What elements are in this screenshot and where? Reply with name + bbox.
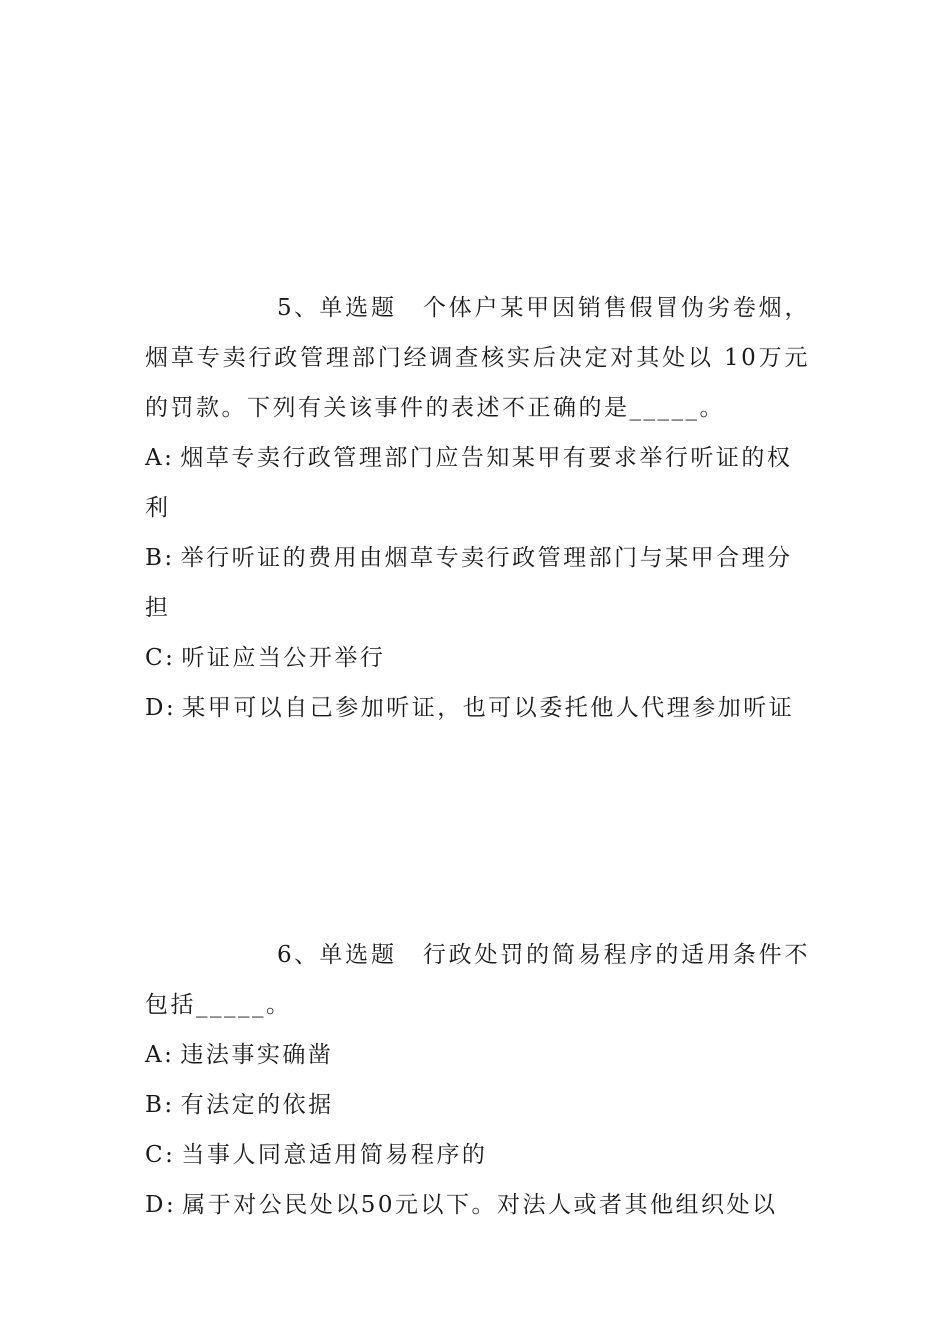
option-d	[145, 1180, 810, 1230]
option-text: 举行听证的费用由烟草专卖行政管理部门与某甲合理分担	[145, 545, 793, 621]
option-text: 违法事实确凿	[180, 1042, 334, 1068]
option-text: 烟草专卖行政管理部门应告知某甲有要求举行听证的权利	[145, 445, 793, 521]
option-b	[145, 1080, 810, 1130]
question-stem	[145, 930, 810, 1030]
question-text: 行政处罚的简易程序的适用条件不包括_____。	[145, 942, 811, 1018]
option-letter: D:	[145, 1192, 177, 1218]
question-number: 6、	[277, 942, 320, 968]
option-d	[145, 683, 810, 733]
option-text: 有法定的依据	[180, 1092, 334, 1118]
option-c	[145, 633, 810, 683]
option-a	[145, 1030, 810, 1080]
question-6	[145, 930, 810, 1230]
question-5	[145, 283, 810, 733]
option-a	[145, 433, 810, 533]
question-text: 个体户某甲因销售假冒伪劣卷烟，烟草专卖行政管理部门经调查核实后决定对其处以 10万元的罚款。下列有关该事件的表述不正确的是_____。	[145, 295, 811, 421]
option-text: 某甲可以自己参加听证，也可以委托他人代理参加听证	[182, 695, 795, 721]
option-text: 当事人同意适用简易程序的	[181, 1142, 488, 1168]
option-letter: B:	[145, 1092, 175, 1118]
option-b	[145, 533, 810, 633]
question-number: 5、	[277, 295, 320, 321]
option-letter: B:	[145, 545, 175, 571]
question-type: 单选题	[319, 942, 397, 968]
option-letter: C:	[145, 645, 176, 671]
option-letter: C:	[145, 1142, 176, 1168]
option-letter: A:	[145, 1042, 175, 1068]
option-letter: A:	[145, 445, 175, 471]
option-c	[145, 1130, 810, 1180]
option-text: 听证应当公开举行	[181, 645, 386, 671]
option-letter: D:	[145, 695, 177, 721]
option-text: 属于对公民处以50元以下。对法人或者其他组织处以	[182, 1192, 778, 1218]
question-stem	[145, 283, 810, 433]
question-type: 单选题	[319, 295, 397, 321]
